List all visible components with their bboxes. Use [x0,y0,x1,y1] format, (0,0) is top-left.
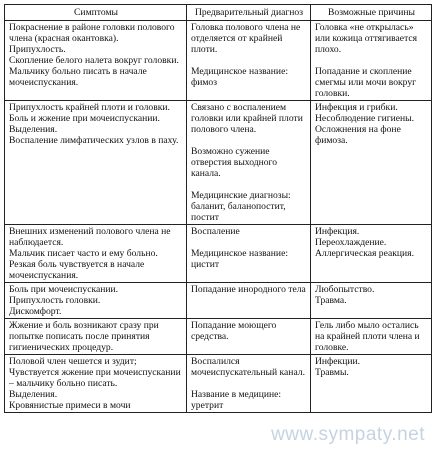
cell-line: Боль при мочеиспускании. [9,284,119,295]
causes-cell [311,21,432,101]
cell-line: Мальчик писает часто и ему больно. [9,248,158,259]
cell-line: Скопление белого налета вокруг головки. [9,55,179,66]
table-row [5,21,432,101]
causes-cell [311,101,432,225]
cell-line: Осложнения на фоне фимоза. [315,124,401,146]
cell-line: Попадание моющего средства. [191,320,277,342]
cell-line: Припухлость головки. [9,295,101,306]
causes-cell [311,283,432,319]
cell-line: Аллергическая реакция. [315,248,414,259]
cell-line: Чувствуется жжение при мочеиспускании – мальчику больно писать. [9,367,181,389]
cell-line: Травма. [315,295,347,306]
cell-line: Покраснение в районе головки полового члена (красная окантовка). [9,22,175,44]
cell-line: Инфекции. [315,356,360,367]
cell-line: Воспаление [191,226,240,237]
cell-spacer [191,135,307,146]
table-row [5,319,432,355]
cell-line: Кровянистые примеси в мочи [9,400,131,411]
table-body [5,21,432,413]
cell-line: Воспалился мочеиспускательный канал. [191,356,305,378]
cell-line: Попадание инородного тела [191,284,306,295]
cell-line: Воспаление лимфатических узлов в паху. [9,135,179,146]
cell-line: Головка полового члена не отделяется от крайней плоти. [191,22,301,55]
cell-line: Инфекция. [315,226,360,237]
cell-line: Половой член чешется и зудит; [9,356,137,367]
cell-line: Боль и жжение при мочеиспускании. [9,113,160,124]
cell-line: Выделения. [9,389,58,400]
cell-line: Выделения. [9,124,58,135]
causes-cell [311,225,432,283]
cell-line: Головка «не открылась» или кожица оттягивается плохо. [315,22,418,55]
symptoms-cell [5,21,187,101]
table-row [5,225,432,283]
symptoms-cell [5,319,187,355]
symptoms-cell [5,283,187,319]
symptoms-table [4,4,432,413]
table-header-row [5,5,432,21]
cell-spacer [191,179,307,190]
diagnosis-cell [187,101,311,225]
causes-cell [311,319,432,355]
cell-spacer [191,237,307,248]
diagnosis-cell [187,319,311,355]
header-diagnosis: Предварительный диагноз [187,5,311,21]
cell-line: Внешних изменений полового члена не наблюдается. [9,226,171,248]
cell-line: Припухлость. [9,44,66,55]
cell-line: Травмы. [315,367,349,378]
cell-spacer [191,378,307,389]
cell-line: Гель либо мыло остались на крайней плоти члена и головке. [315,320,420,353]
cell-line: Название в медицине: уретрит [191,389,282,411]
diagnosis-cell [187,225,311,283]
cell-line: Медицинские диагнозы: баланит, баланопостит, постит [191,190,291,223]
symptoms-cell [5,101,187,225]
cell-line: Медицинское название: цистит [191,248,288,270]
cell-line: Возможно сужение отверстия выходного канала. [191,146,278,179]
cell-spacer [191,55,307,66]
diagnosis-cell [187,283,311,319]
cell-line: Инфекция и грибки. [315,102,398,113]
header-symptoms: Симптомы [5,5,187,21]
diagnosis-cell [187,355,311,413]
table-row [5,283,432,319]
watermark: www.sympaty.net [271,424,425,445]
symptoms-cell [5,225,187,283]
causes-cell [311,355,432,413]
cell-line: Мальчику больно писать в начале мочеиспускания. [9,66,147,88]
cell-spacer [315,55,428,66]
cell-line: Несоблюдение гигиены. [315,113,415,124]
table-row [5,101,432,225]
cell-line: Резкая боль чувствуется в начале мочеиспускания. [9,259,145,281]
cell-line: Переохлаждение. [315,237,387,248]
diagnosis-cell [187,21,311,101]
cell-line: Попадание и скопление смегмы или мочи вокруг головки. [315,66,417,99]
table-row [5,355,432,413]
cell-line: Любопытство. [315,284,375,295]
cell-line: Припухлость крайней плоти и головки. [9,102,170,113]
cell-line: Дискомфорт. [9,306,62,317]
cell-line: Медицинское название: фимоз [191,66,288,88]
symptoms-cell [5,355,187,413]
cell-line: Связано с воспалением головки или крайней плоти полового члена. [191,102,303,135]
cell-line: Жжение и боль возникают сразу при попытке пописать после принятия гигиенических процедур. [9,320,159,353]
header-causes: Возможные причины [311,5,432,21]
